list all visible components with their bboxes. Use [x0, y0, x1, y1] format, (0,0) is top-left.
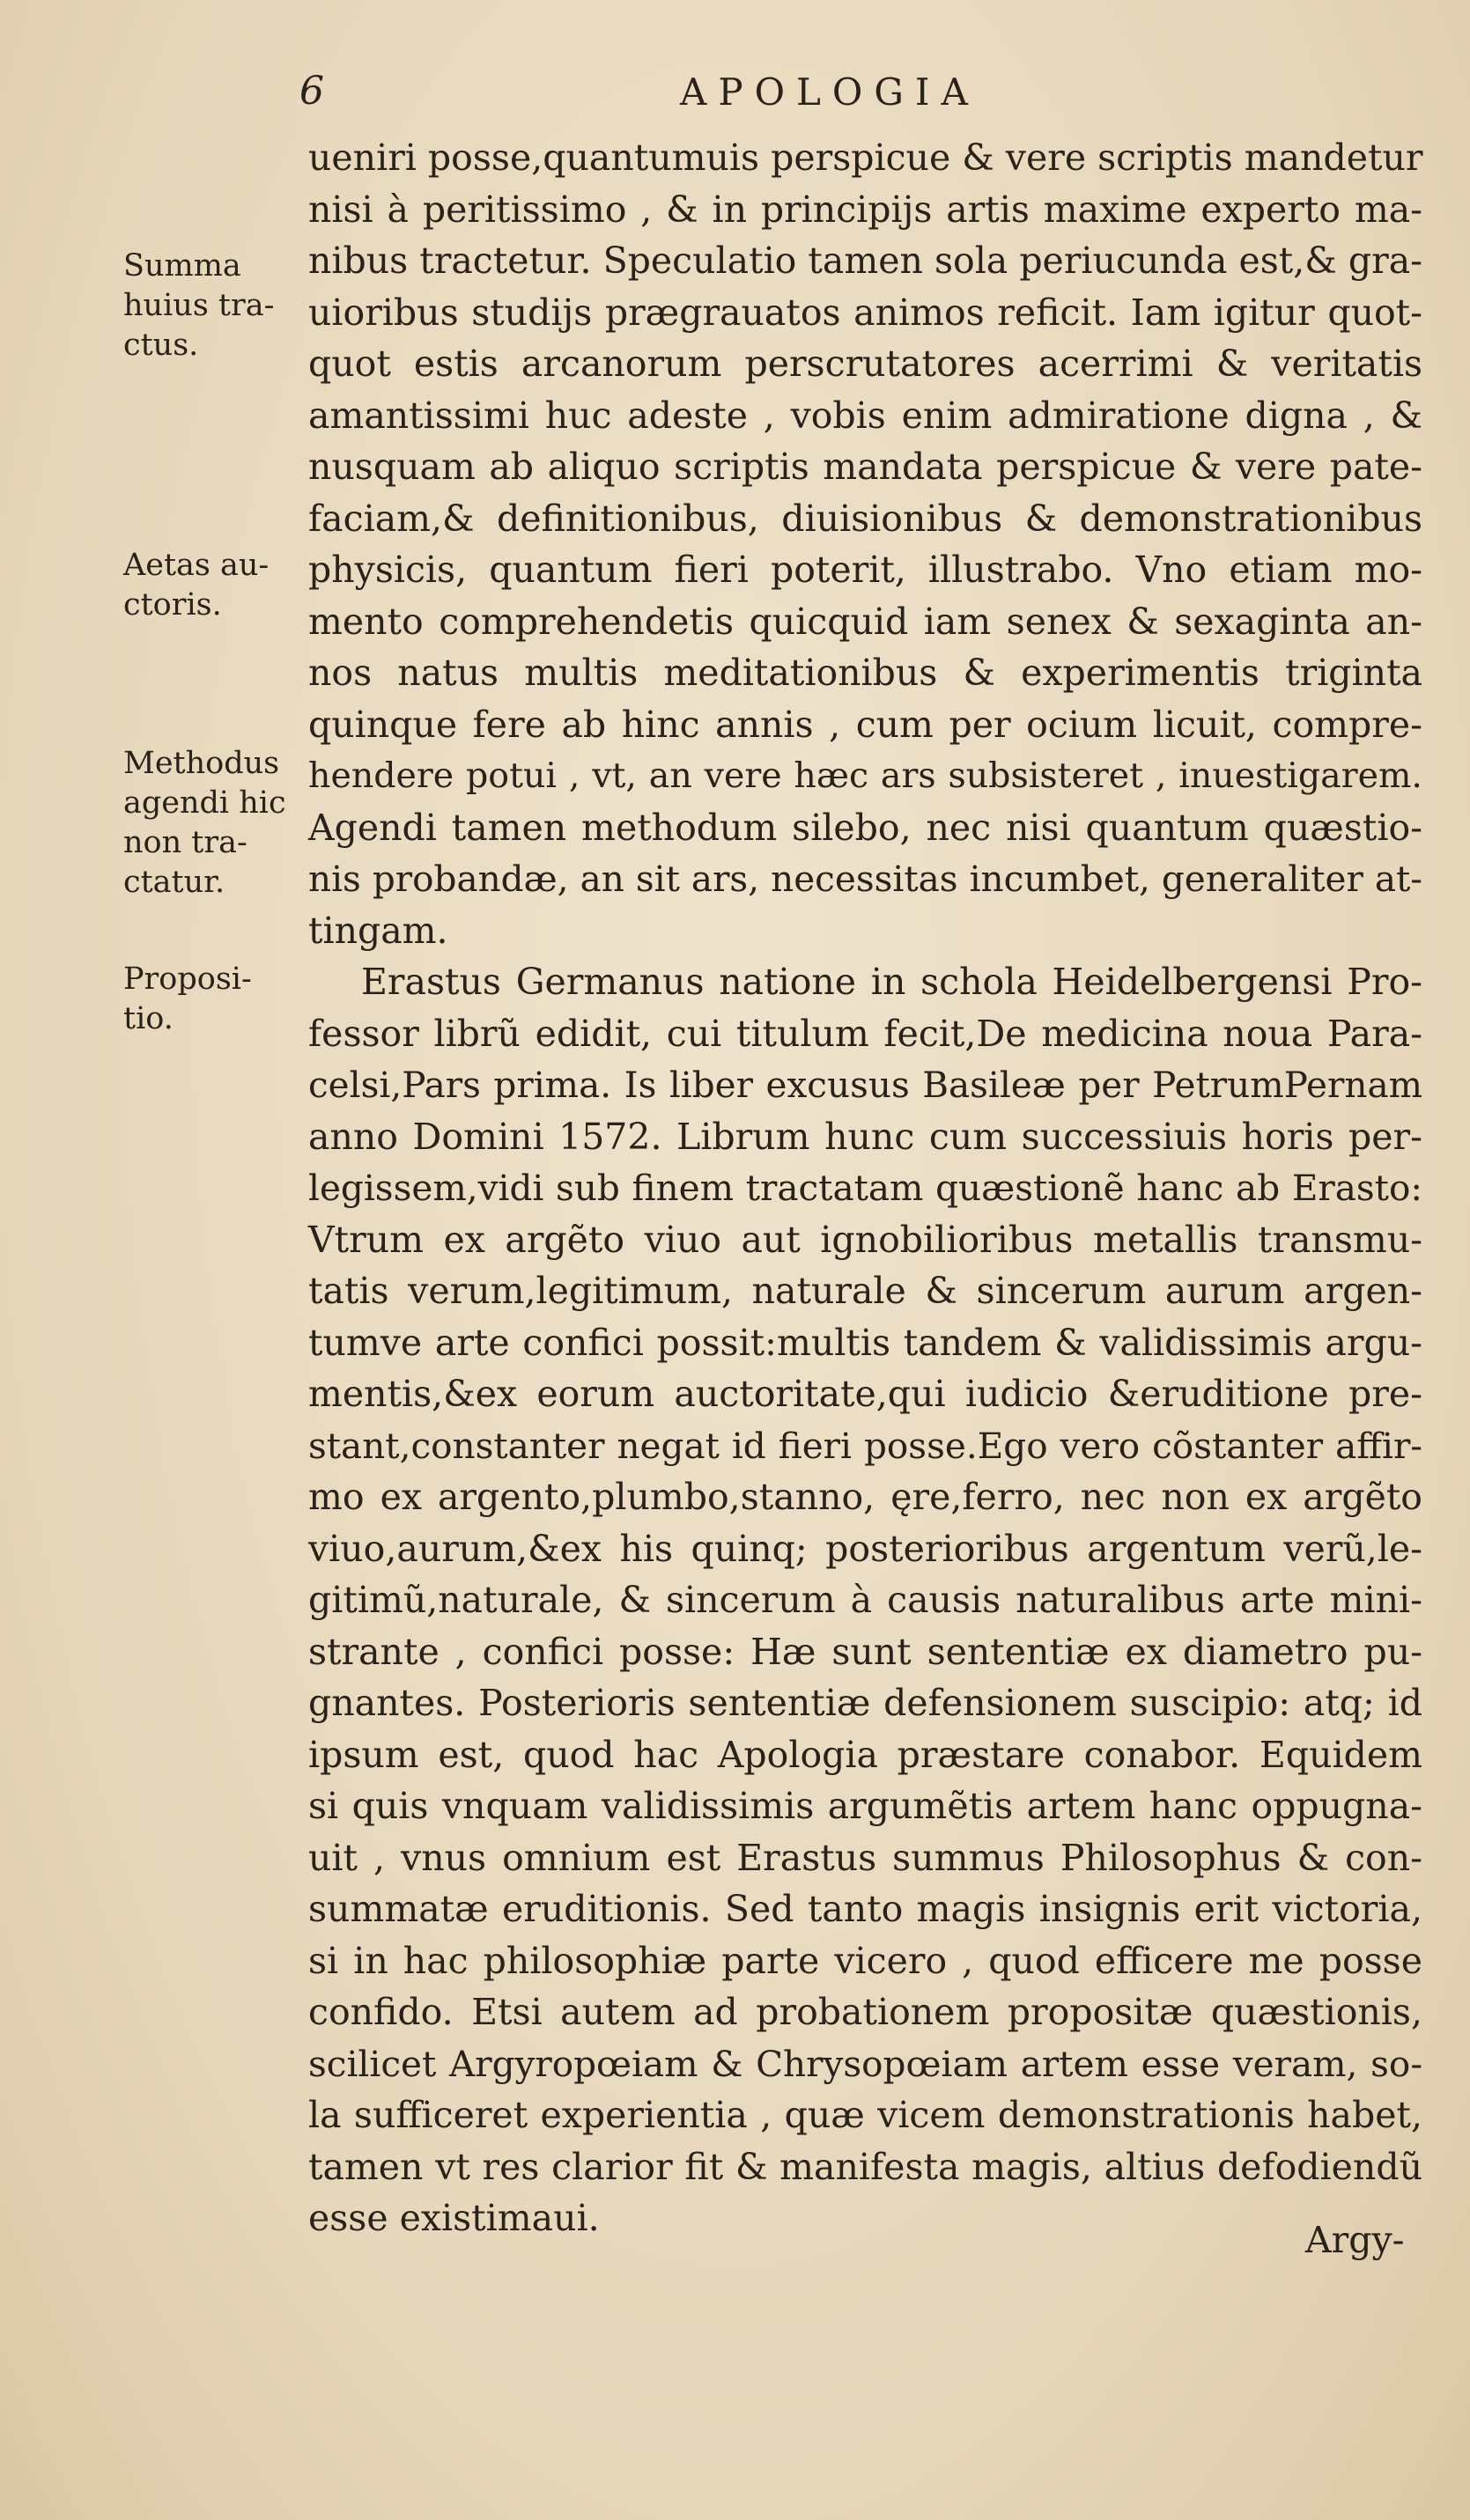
margin-note-line: ctoris.	[123, 587, 222, 623]
text-line: legissem,vidi sub finem tractatam quæstionẽ hanc ab Erasto:	[308, 1167, 1422, 1209]
text-line: uit , vnus omnium est Erastus summus Philosophus & con-	[308, 1836, 1422, 1879]
text-line: quinque fere ab hinc annis , cum per ocium licuit, compre-	[308, 703, 1422, 746]
margin-note-line: huius tra-	[123, 288, 275, 323]
running-title: APOLOGIA	[680, 70, 979, 114]
text-line: esse existimaui.	[308, 2197, 600, 2239]
text-line: stant,constanter negat id fieri posse.Ego vero cõstanter affir-	[308, 1424, 1422, 1467]
margin-note-line: ctatur.	[123, 865, 225, 900]
text-line: tatis verum,legitimum, naturale & sincerum aurum argen-	[308, 1270, 1422, 1312]
page-number: 6	[299, 69, 324, 114]
text-line: confido. Etsi autem ad probationem propositæ quæstionis,	[308, 1991, 1422, 2033]
margin-note-line: Aetas au-	[123, 548, 270, 583]
margin-note-summary	[123, 247, 299, 365]
text-line: uioribus studijs prægrauatos animos reficit. Iam igitur quot-	[308, 291, 1422, 334]
body-text	[308, 132, 1422, 2244]
margin-note-line: ctus.	[123, 328, 199, 363]
text-line: nisi à peritissimo , & in principijs artis maxime experto ma-	[308, 188, 1422, 231]
text-line: Vtrum ex argẽto viuo aut ignobilioribus metallis transmu-	[308, 1218, 1422, 1261]
margin-note-line: Proposi-	[123, 962, 252, 997]
text-line: nusquam ab aliquo scriptis mandata perspicue & vere pate-	[308, 446, 1422, 488]
text-line: celsi,Pars prima. Is liber excusus Basileæ per PetrumPernam	[308, 1064, 1422, 1106]
text-line: Agendi tamen methodum silebo, nec nisi quantum quæstio-	[308, 806, 1422, 849]
margin-note-line: Methodus	[123, 746, 280, 781]
text-line: hendere potui , vt, an vere hæc ars subsisteret , inuestigarem.	[308, 755, 1422, 796]
text-line: Erastus Germanus natione in schola Heidelbergensi Pro-	[361, 961, 1422, 1003]
text-line: gitimũ,naturale, & sincerum à causis naturalibus arte mini-	[308, 1579, 1422, 1621]
margin-note-method	[123, 744, 299, 903]
text-line: amantissimi huc adeste , vobis enim admiratione digna , &	[308, 394, 1422, 437]
text-line: mento comprehendetis quicquid iam senex & sexaginta an-	[308, 600, 1422, 643]
page-header	[0, 69, 1470, 130]
margin-note-line: non tra-	[123, 825, 247, 860]
text-line: si in hac philosophiæ parte vicero , quod efficere me posse	[308, 1939, 1422, 1982]
text-line: strante , confici posse: Hæ sunt sententiæ ex diametro pu-	[308, 1630, 1422, 1673]
text-line: gnantes. Posterioris sententiæ defensionem suscipio: atq; id	[308, 1682, 1422, 1724]
text-line: anno Domini 1572. Librum hunc cum successiuis horis per-	[308, 1115, 1422, 1158]
text-line: summatæ eruditionis. Sed tanto magis insignis erit victoria,	[308, 1888, 1422, 1930]
margin-note-author-age	[123, 546, 299, 625]
text-line: ipsum est, quod hac Apologia præstare conabor. Equidem	[308, 1733, 1422, 1776]
text-line: faciam,& definitionibus, diuisionibus & demonstrationibus	[308, 497, 1422, 540]
margin-note-line: agendi hic	[123, 785, 286, 821]
catchword: Argy-	[1305, 2219, 1405, 2261]
text-line: si quis vnquam validissimis argumẽtis artem hanc oppugna-	[308, 1785, 1422, 1827]
text-line: tamen vt res clarior fit & manifesta magis, altius defodiendũ	[308, 2145, 1422, 2188]
text-line: ueniri posse,quantumuis perspicue & vere scriptis mandetur	[308, 136, 1423, 179]
text-line: nibus tractetur. Speculatio tamen sola periucunda est,& gra-	[308, 239, 1422, 282]
text-line: nis probandæ, an sit ars, necessitas incumbet, generaliter at-	[308, 858, 1422, 900]
text-line: quot estis arcanorum perscrutatores acerrimi & veritatis	[308, 343, 1422, 385]
text-line: physicis, quantum fieri poterit, illustrabo. Vno etiam mo-	[308, 549, 1422, 591]
text-line: tumve arte confici possit:multis tandem & validissimis argu-	[308, 1321, 1422, 1364]
text-line: mentis,&ex eorum auctoritate,qui iudicio &eruditione pre-	[308, 1373, 1422, 1415]
margin-note-proposition	[123, 960, 299, 1039]
text-line: scilicet Argyropœiam & Chrysopœiam artem esse veram, so-	[308, 2042, 1422, 2085]
text-line: nos natus multis meditationibus & experimentis triginta	[308, 652, 1422, 694]
margin-note-line: Summa	[123, 248, 241, 284]
text-line: tingam.	[308, 909, 448, 952]
text-line: fessor librũ edidit, cui titulum fecit,De medicina noua Para-	[308, 1012, 1422, 1055]
text-line: viuo,aurum,&ex his quinq; posterioribus argentum verũ,le-	[308, 1527, 1422, 1570]
text-line: la sufficeret experientia , quæ vicem demonstrationis habet,	[308, 2094, 1422, 2136]
text-line: mo ex argento,plumbo,stanno, ęre,ferro, nec non ex argẽto	[308, 1476, 1422, 1518]
margin-note-line: tio.	[123, 1001, 174, 1036]
